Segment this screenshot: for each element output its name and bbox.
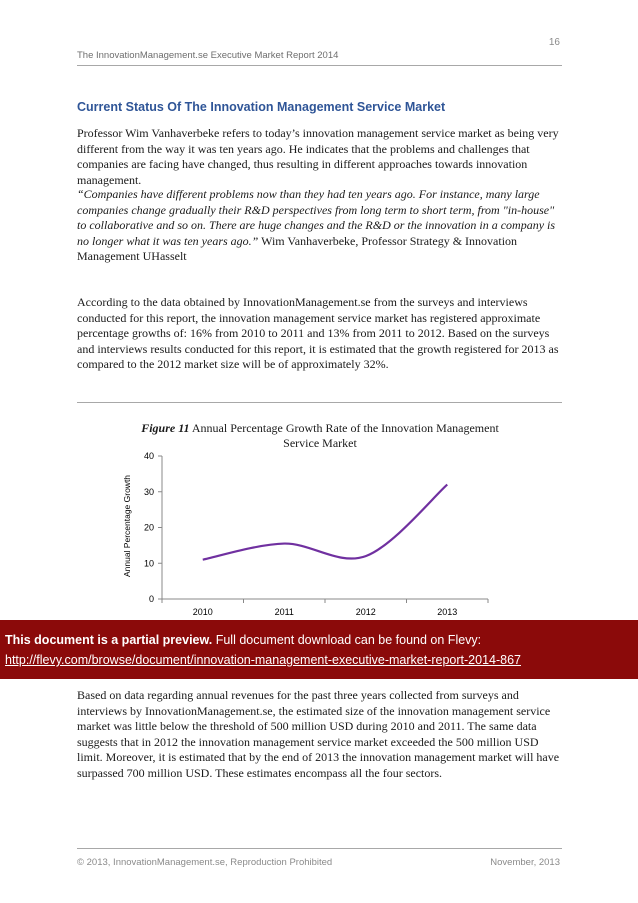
preview-banner — [0, 620, 638, 679]
quote-text: “Companies have different problems now than they had ten years ago. For instance, many large companies change gradually their R&D perspectives from long term to short term, from "in-house" to collaborative and so on. There are huge changes and the R&D or the innovation in a company is no longer what it was ten years ago.” — [77, 187, 556, 248]
banner-link[interactable]: http://flevy.com/browse/document/innovation-management-executive-market-report-2014-867 — [5, 653, 521, 667]
banner-text: Full document download can be found on Flevy: — [212, 633, 482, 647]
footer-copyright: © 2013, InnovationManagement.se, Reproduction Prohibited — [77, 857, 333, 868]
chart-y-tick-label: 10 — [143, 558, 154, 569]
chart-y-tick-label: 40 — [143, 451, 154, 461]
chart-y-tick-label: 0 — [148, 594, 154, 604]
figure-label: Figure 11 — [141, 421, 190, 435]
banner-message — [5, 633, 481, 647]
chart-y-tick-label: 20 — [143, 522, 154, 533]
chart-ylabel: Annual Percentage Growth — [122, 474, 132, 578]
chart-x-tick-label: 2011 — [274, 607, 294, 617]
running-header: The InnovationManagement.se Executive Market Report 2014 — [77, 50, 339, 61]
figure-caption-text: Annual Percentage Growth Rate of the Innovation Management Service Market — [189, 421, 499, 450]
quote-attribution: Wim Vanhaverbeke, Professor Strategy & Innovation Management UHasselt — [77, 233, 518, 263]
banner-bold-text: This document is a partial preview. — [5, 633, 213, 647]
footer-rule — [77, 848, 562, 849]
chart-x-tick-label: 2012 — [355, 607, 376, 617]
chart-series-line — [203, 485, 448, 560]
intro-paragraph: Professor Wim Vanhaverbeke refers to today’s innovation management service market as being very different from the way it was ten years ago. He indicates that the problems and challenges that companies are facing have changed, thus resulting in different approaches towards innovation management. — [77, 126, 559, 187]
revenue-paragraph: Based on data regarding annual revenues for the past three years collected from surveys and interviews by InnovationManagement.se, the estimated size of the innovation management service market was little below the threshold of 500 million USD during 2010 and 2011. The same data suggests that in 2012 the innovation management service market exceeded the 500 million USD limit. Moreover, it is estimated that by the end of 2013 the innovation management market will have surpassed 700 million USD. These estimates encompass all the four sectors. — [77, 688, 560, 780]
section-title: Current Status Of The Innovation Management Service Market — [77, 100, 446, 114]
chart-x-tick-label: 2010 — [192, 607, 213, 617]
page-number: 16 — [548, 37, 560, 48]
chart-y-tick-label: 30 — [143, 486, 154, 497]
footer-date: November, 2013 — [490, 857, 560, 868]
chart-x-tick-label: 2013 — [437, 607, 458, 617]
growth-paragraph: According to the data obtained by InnovationManagement.se from the surveys and interviews conducted for this report, the innovation management service market has registered approximate percentage growths of: 16% from 2010 to 2011 and 13% from 2011 to 2012. Based on the surveys and interviews results conducted for this report, it is estimated that the growth registered for 2013 as compared to the 2012 market size will be of approximately 32%. — [77, 295, 559, 371]
